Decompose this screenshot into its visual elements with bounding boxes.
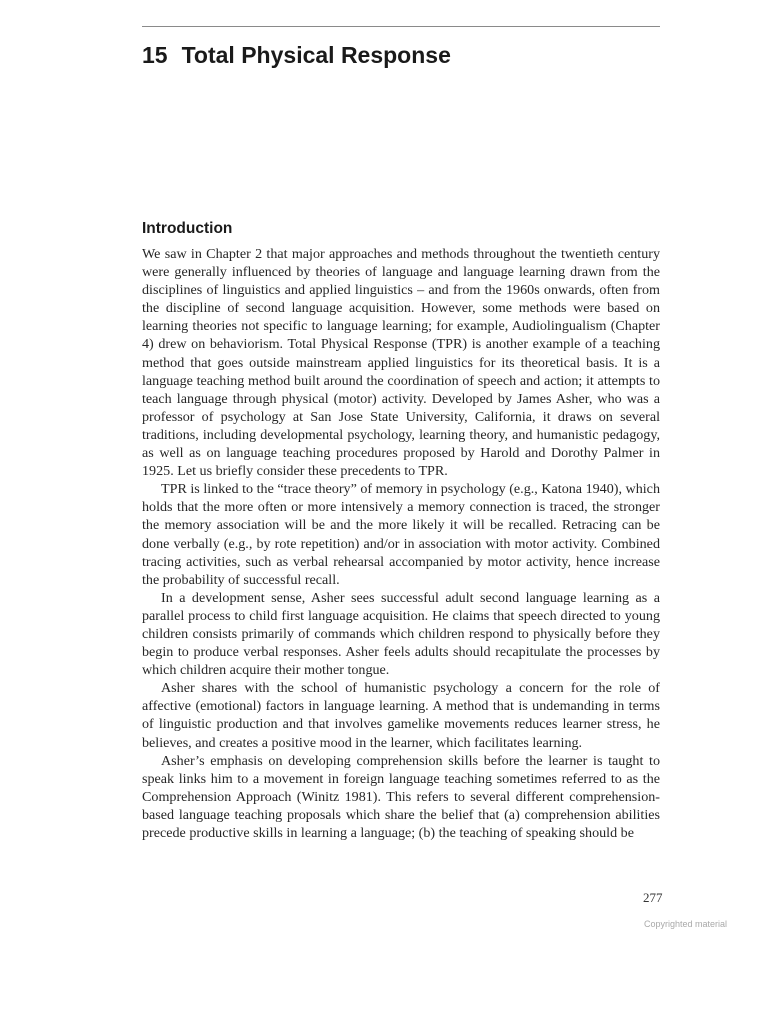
- header-rule: [142, 26, 660, 27]
- chapter-number: 15: [142, 42, 168, 68]
- paragraph: Asher shares with the school of humanistic psychology a concern for the role of affective (emotional) factors in language learning. A method that is undemanding in terms of linguistic production and that involves gamelike movements reduces learner stress, he believes, and creates a positive mood in the learner, which facilitates learning.: [142, 680, 660, 751]
- body-text: [142, 245, 660, 842]
- chapter-heading: [142, 42, 451, 69]
- paragraph: Asher’s emphasis on developing comprehension skills before the learner is taught to speak links him to a movement in foreign language teaching sometimes referred to as the Comprehension Approach (Winitz 1981). This refers to several different comprehension-based language teaching proposals which share the belief that (a) comprehension abilities precede productive skills in learning a language; (b) the teaching of speaking should be: [142, 752, 660, 841]
- page-number: 277: [643, 890, 663, 905]
- chapter-title: Total Physical Response: [181, 42, 451, 68]
- paragraph: In a development sense, Asher sees successful adult second language learning as a parallel process to child first language acquisition. He claims that speech directed to young children consists primarily of commands which children respond to physically before they begin to produce verbal responses. Asher feels adults should recapitulate the processes by which children acquire their mother tongue.: [142, 589, 660, 679]
- paragraph: We saw in Chapter 2 that major approaches and methods throughout the twentieth century were generally influenced by theories of language and language learning drawn from the disciplines of linguistics and applied linguistics – and from the 1960s onwards, often from the discipline of second language acquisition. However, some methods were based on learning theories not specific to language learning; for example, Audiolingualism (Chapter 4) drew on behaviorism. Total Physical Response (TPR) is another example of a teaching method that goes outside mainstream applied linguistics for its theoretical basis. It is a language teaching method built around the coordination of speech and action; it attempts to teach language through physical (motor) activity. Developed by James Asher, who was a professor of psychology at San Jose State University, California, it draws on several traditions, including developmental psychology, learning theory, and humanistic pedagogy, as well as on language teaching procedures proposed by Harold and Dorothy Palmer in 1925. Let us briefly consider these precedents to TPR.: [142, 246, 660, 480]
- section-heading: Introduction: [142, 220, 233, 237]
- copyright-notice: Copyrighted material: [643, 919, 727, 929]
- paragraph: TPR is linked to the “trace theory” of memory in psychology (e.g., Katona 1940), which holds that the more often or more intensively a memory connection is traced, the stronger the memory association will be and the more likely it will be recalled. Retracing can be done verbally (e.g., by rote repetition) and/or in association with motor activity. Combined tracing activities, such as verbal rehearsal accompanied by motor activity, hence increase the probability of successful recall.: [142, 481, 660, 588]
